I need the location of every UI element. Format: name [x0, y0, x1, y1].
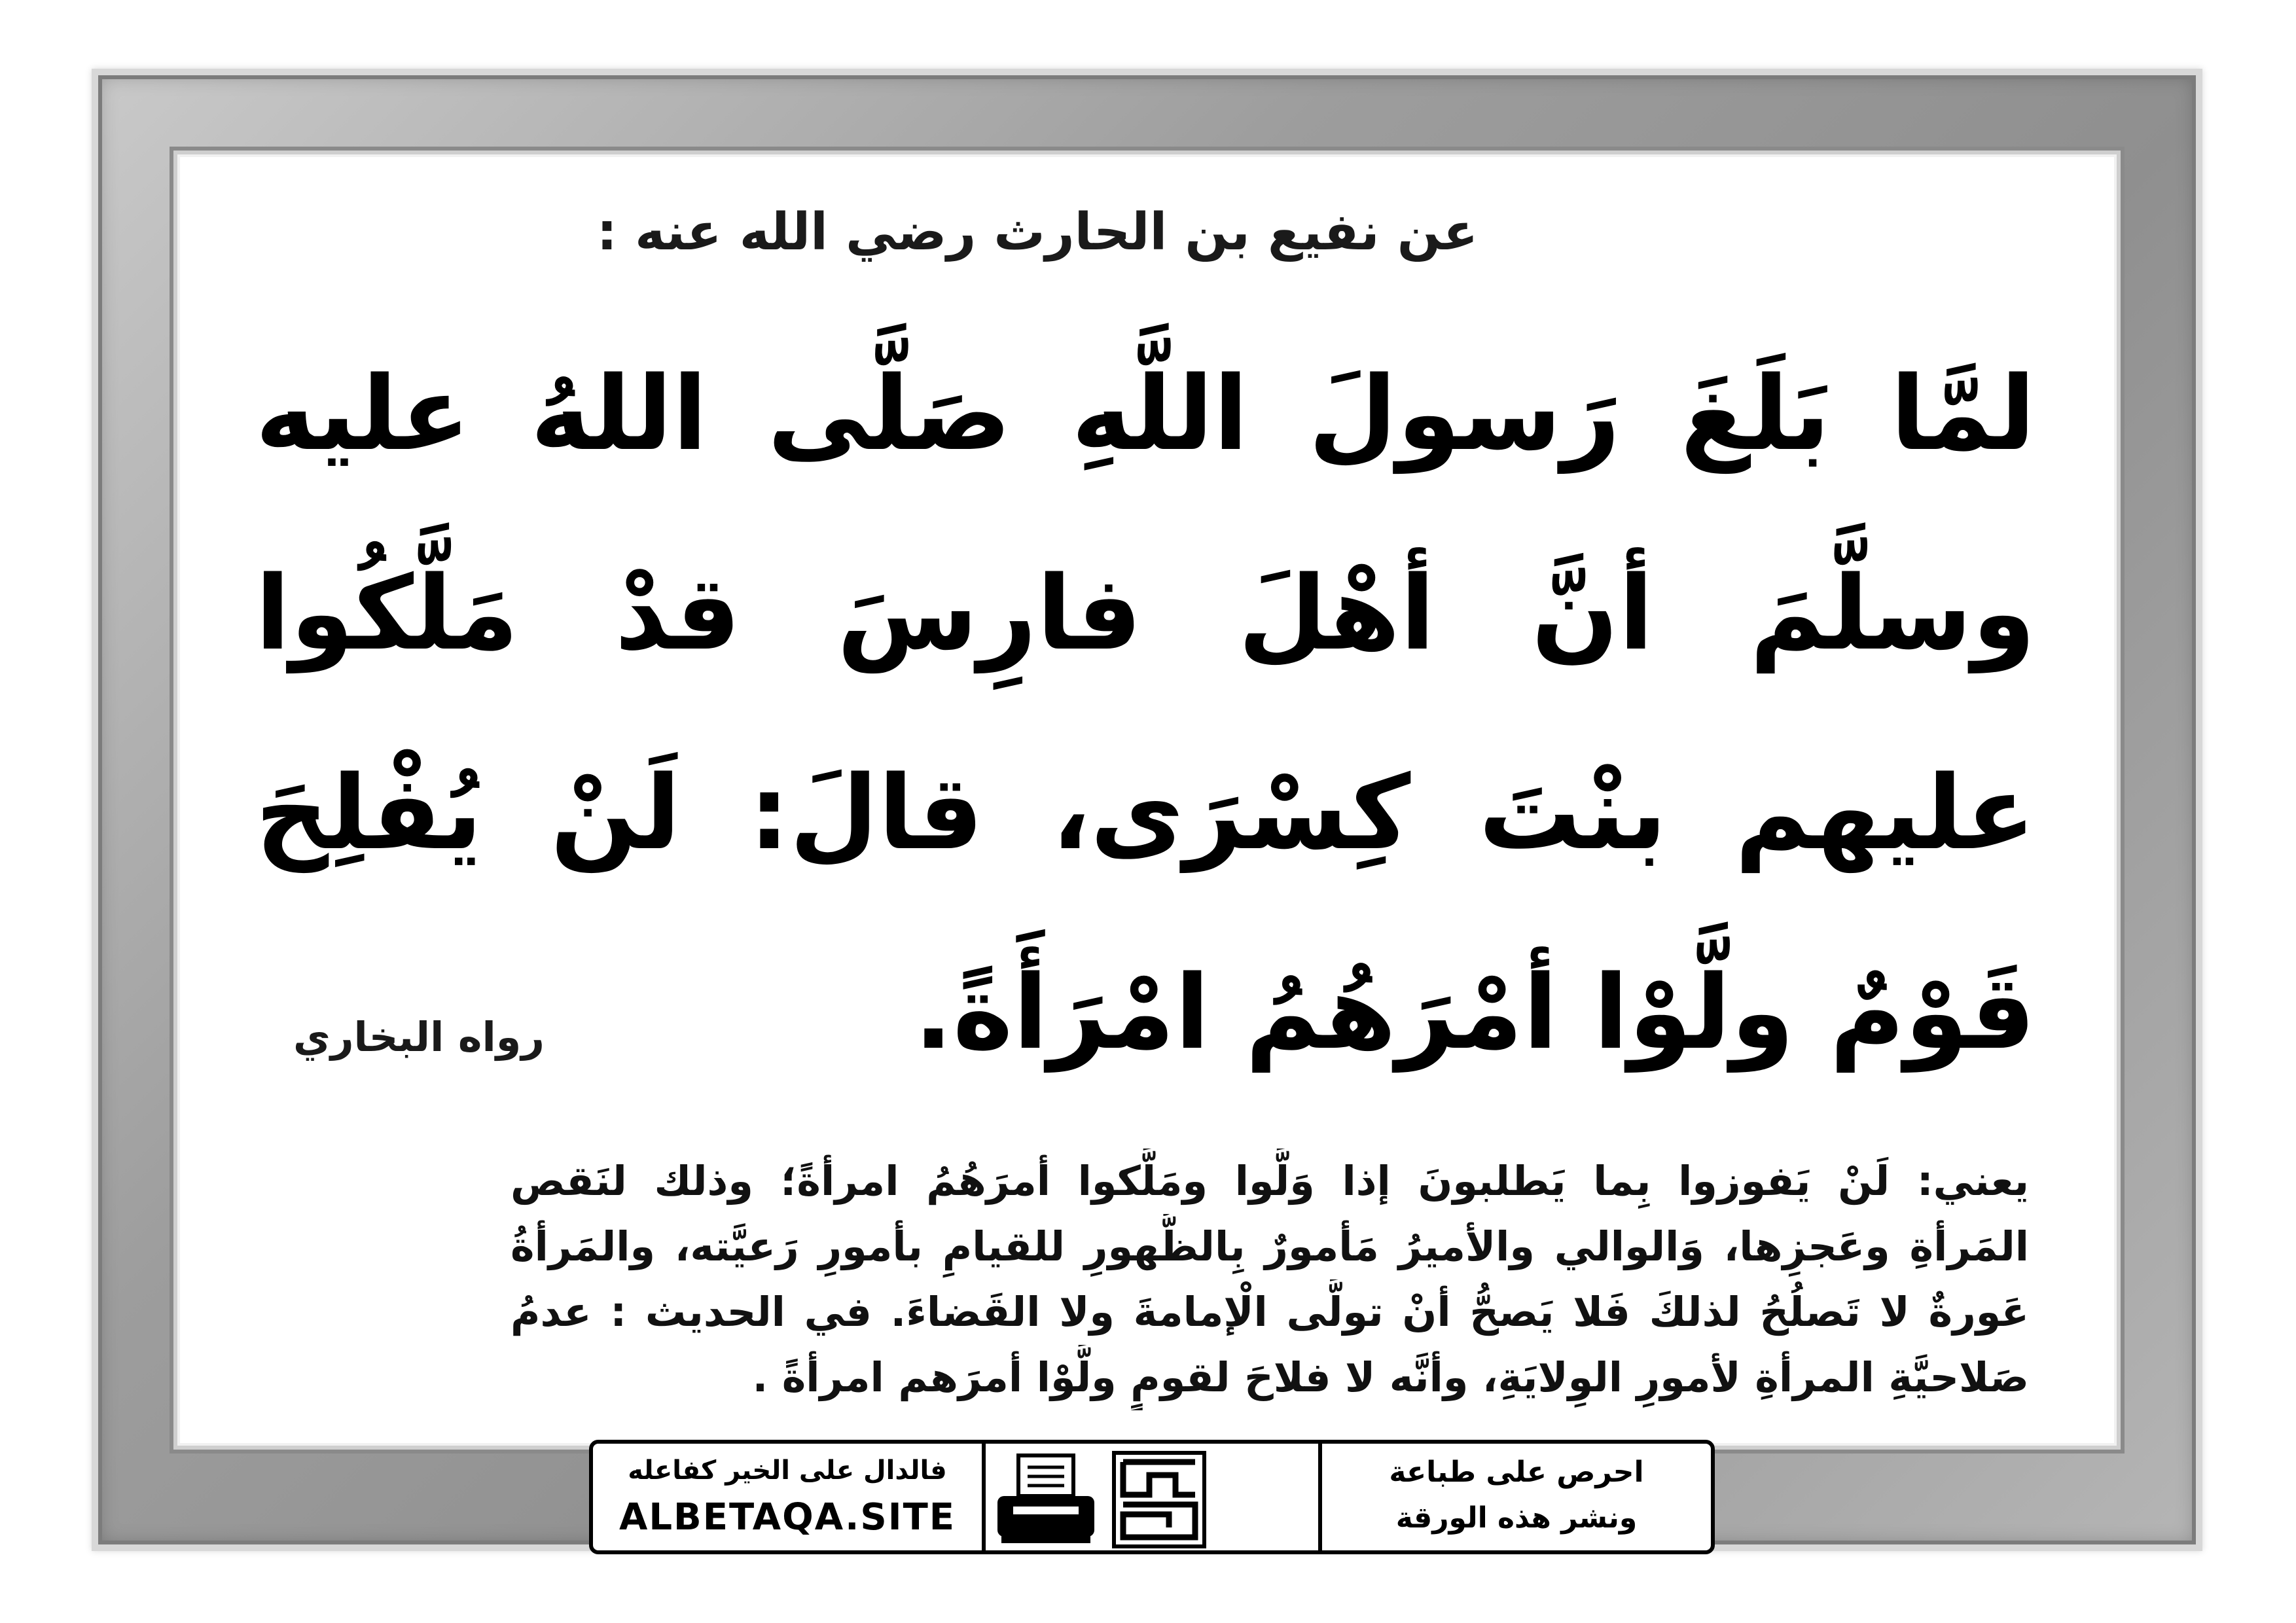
footer-call-to-print: احرص على طباعة — [1389, 1455, 1644, 1489]
calligraphy-logo-icon — [1110, 1449, 1208, 1550]
website-link[interactable]: ALBETAQA.SITE — [619, 1496, 956, 1539]
hadith-line: عليهم بنْتَ كِسْرَى، قالَ: لَنْ يُفْلِحَ — [255, 753, 2036, 872]
hadith-text — [255, 314, 2036, 1113]
footer-call-to-share: ونشر هذه الورقة — [1395, 1501, 1638, 1535]
footer-slogan: فالدال على الخير كفاعله — [628, 1455, 947, 1486]
footer-bar — [589, 1440, 1715, 1554]
explanation-line: يعني: لَنْ يَفوزوا بِما يَطلبونَ إذا وَلَّوا ومَلَّكوا أمرَهُمُ امرأةً؛ وذلك لنَقص — [511, 1157, 2029, 1205]
hadith-source: رواه البخاري — [293, 1013, 545, 1061]
footer-website-block[interactable] — [593, 1444, 986, 1550]
explanation-line: عَورةٌ لا تَصلُحُ لذلكَ فَلا يَصحُّ أنْ تولَّى الْإمامةَ ولا القَضاءَ. في الحديث : عدمُ — [511, 1288, 2029, 1336]
site-logo — [1110, 1449, 1208, 1550]
hadith-line: قَوْمٌ ولَّوْا أمْرَهُمُ امْرَأَةً. — [914, 953, 2036, 1072]
footer-print-block — [1318, 1444, 1711, 1550]
narrator-header: عن نفيع بن الحارث رضي الله عنه : — [596, 203, 1479, 262]
explanation-line: المَرأةِ وعَجزِها، وَالوالي والأميرُ مَأمورٌ بِالظُّهورِ للقيامِ بأمورِ رَعيَّته، والمَرأةُ — [511, 1222, 2029, 1270]
explanation-text — [511, 1149, 2029, 1410]
hadith-line: وسلَّمَ أنَّ أهْلَ فارِسَ قدْ مَلَّكُوا — [255, 554, 2036, 673]
explanation-line: صَلاحيَّةِ المرأةِ لأمورِ الوِلايَةِ، وأنَّه لا فلاحَ لقومٍ ولَّوْا أمرَهم امرأةً . — [752, 1353, 2029, 1401]
printer-icon — [994, 1452, 1098, 1546]
hadith-line: لمَّا بَلَغَ رَسولَ اللَّهِ صَلَّى اللهُ عليه — [255, 354, 2036, 473]
